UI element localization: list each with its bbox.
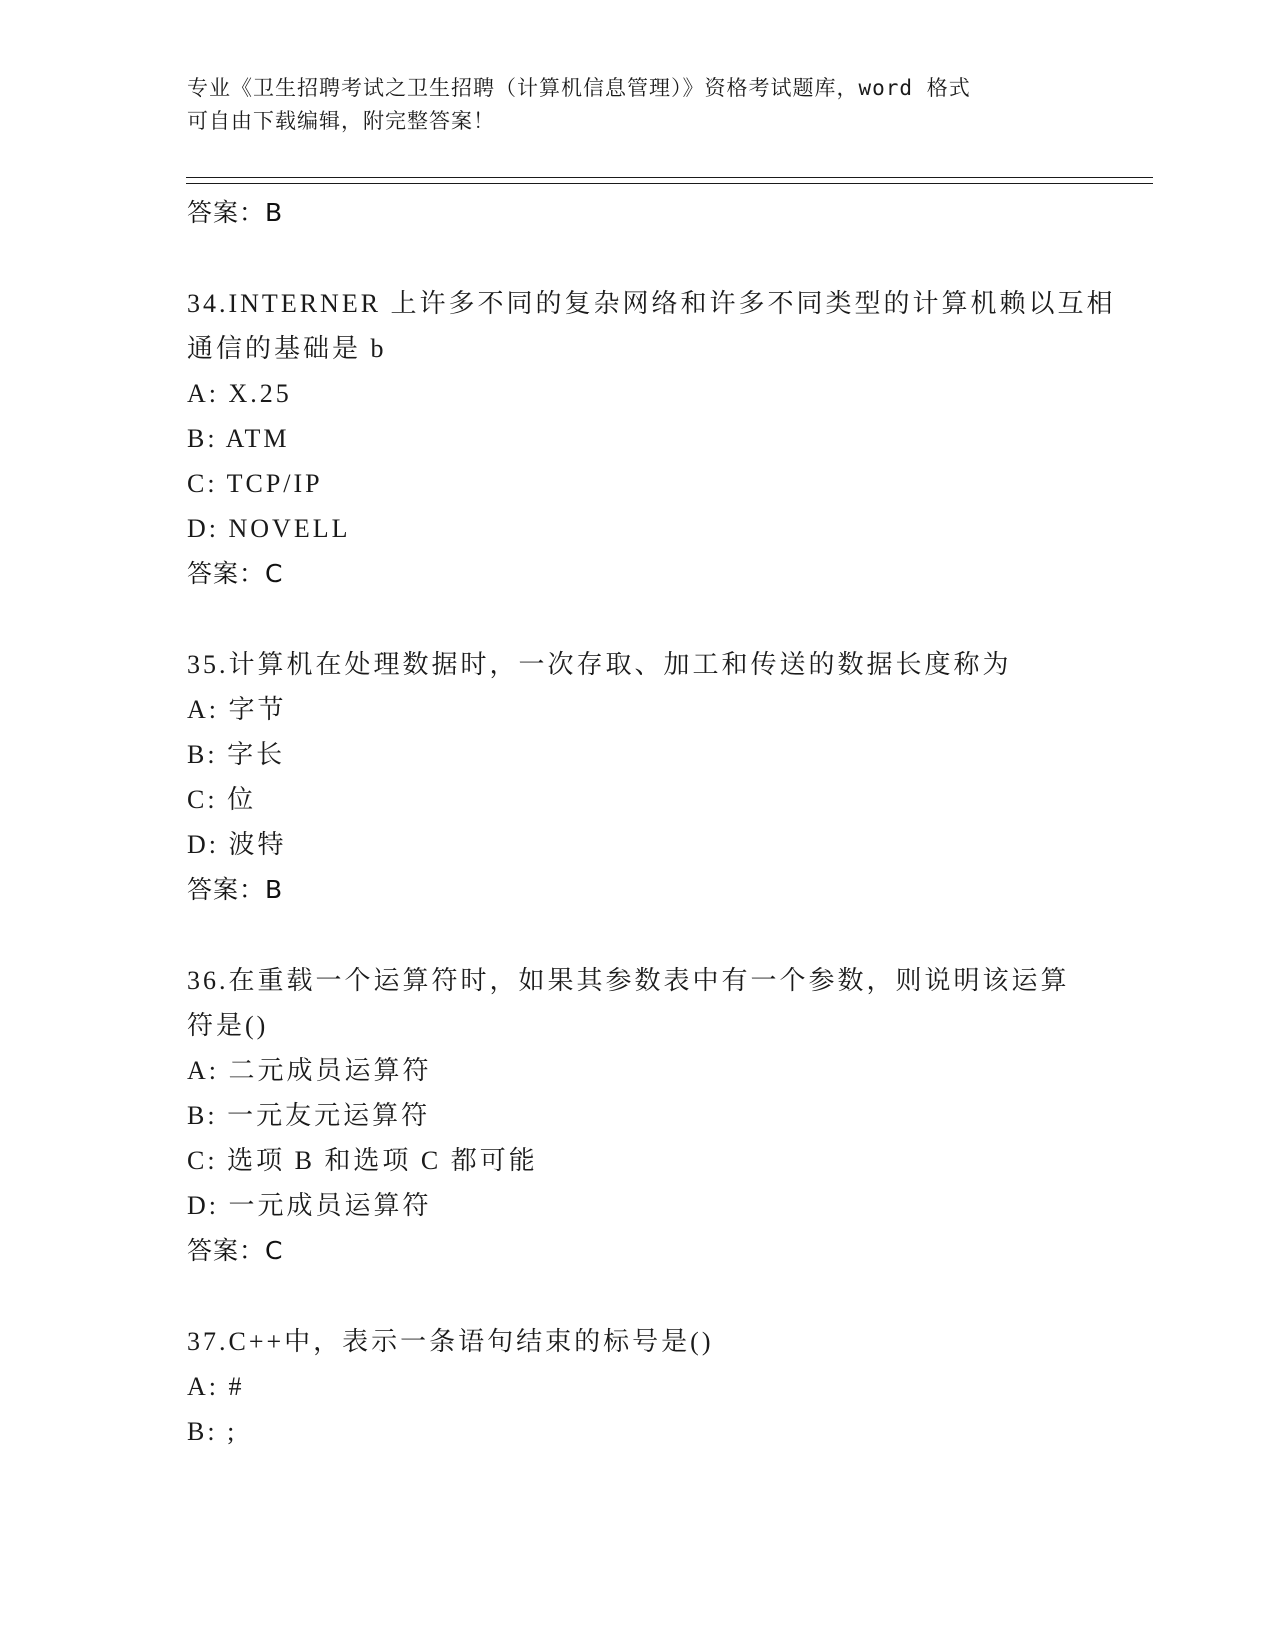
option-a: A: 二元成员运算符 [187, 1056, 432, 1085]
answer-line: 答案：B [187, 875, 284, 904]
spacer [187, 913, 1107, 958]
question-34 [187, 281, 1116, 597]
document-header [187, 72, 1067, 138]
option-d: D: 波特 [187, 830, 287, 859]
question-line: 符是() [187, 1011, 269, 1040]
option-d: D: 一元成员运算符 [187, 1191, 432, 1220]
option-b: B: 一元友元运算符 [187, 1101, 431, 1130]
option-c: C: TCP/IP [187, 469, 323, 498]
question-35 [187, 642, 1107, 913]
answer-line: 答案：B [187, 198, 284, 227]
header-divider-top [186, 177, 1153, 178]
answer-line: 答案：C [187, 559, 284, 588]
question-text [187, 642, 1107, 687]
option-c: C: 位 [187, 785, 257, 814]
option-a: A: X.25 [187, 379, 292, 408]
question-list [187, 190, 1116, 1454]
question-line: 34.INTERNER 上许多不同的复杂网络和许多不同类型的计算机赖以互相 [187, 289, 1116, 318]
option-a: A: # [187, 1372, 245, 1401]
question-text [187, 281, 1116, 371]
option-a: A: 字节 [187, 695, 287, 724]
option-d: D: NOVELL [187, 514, 351, 543]
question-37 [187, 1319, 1107, 1454]
header-divider-bottom [186, 183, 1153, 184]
answer-line: 答案：C [187, 1236, 284, 1265]
option-b: B: ATM [187, 424, 290, 453]
question-line: 35.计算机在处理数据时，一次存取、加工和传送的数据长度称为 [187, 650, 1012, 679]
option-b: B: 字长 [187, 740, 286, 769]
option-c: C: 选项 B 和选项 C 都可能 [187, 1146, 538, 1175]
question-line: 通信的基础是 b [187, 334, 387, 363]
spacer [187, 236, 1107, 281]
question-text [187, 1319, 1107, 1364]
question-line: 37.C++中，表示一条语句结束的标号是() [187, 1327, 714, 1356]
option-b: B: ; [187, 1417, 238, 1446]
spacer [187, 597, 1107, 642]
question-36 [187, 958, 1107, 1274]
header-line-2: 可自由下载编辑，附完整答案！ [187, 109, 495, 133]
question-line: 36.在重载一个运算符时，如果其参数表中有一个参数，则说明该运算 [187, 966, 1070, 995]
spacer [187, 1274, 1107, 1319]
question-text [187, 958, 1107, 1048]
header-line-1: 专业《卫生招聘考试之卫生招聘（计算机信息管理）》资格考试题库，word 格式 [187, 76, 971, 100]
